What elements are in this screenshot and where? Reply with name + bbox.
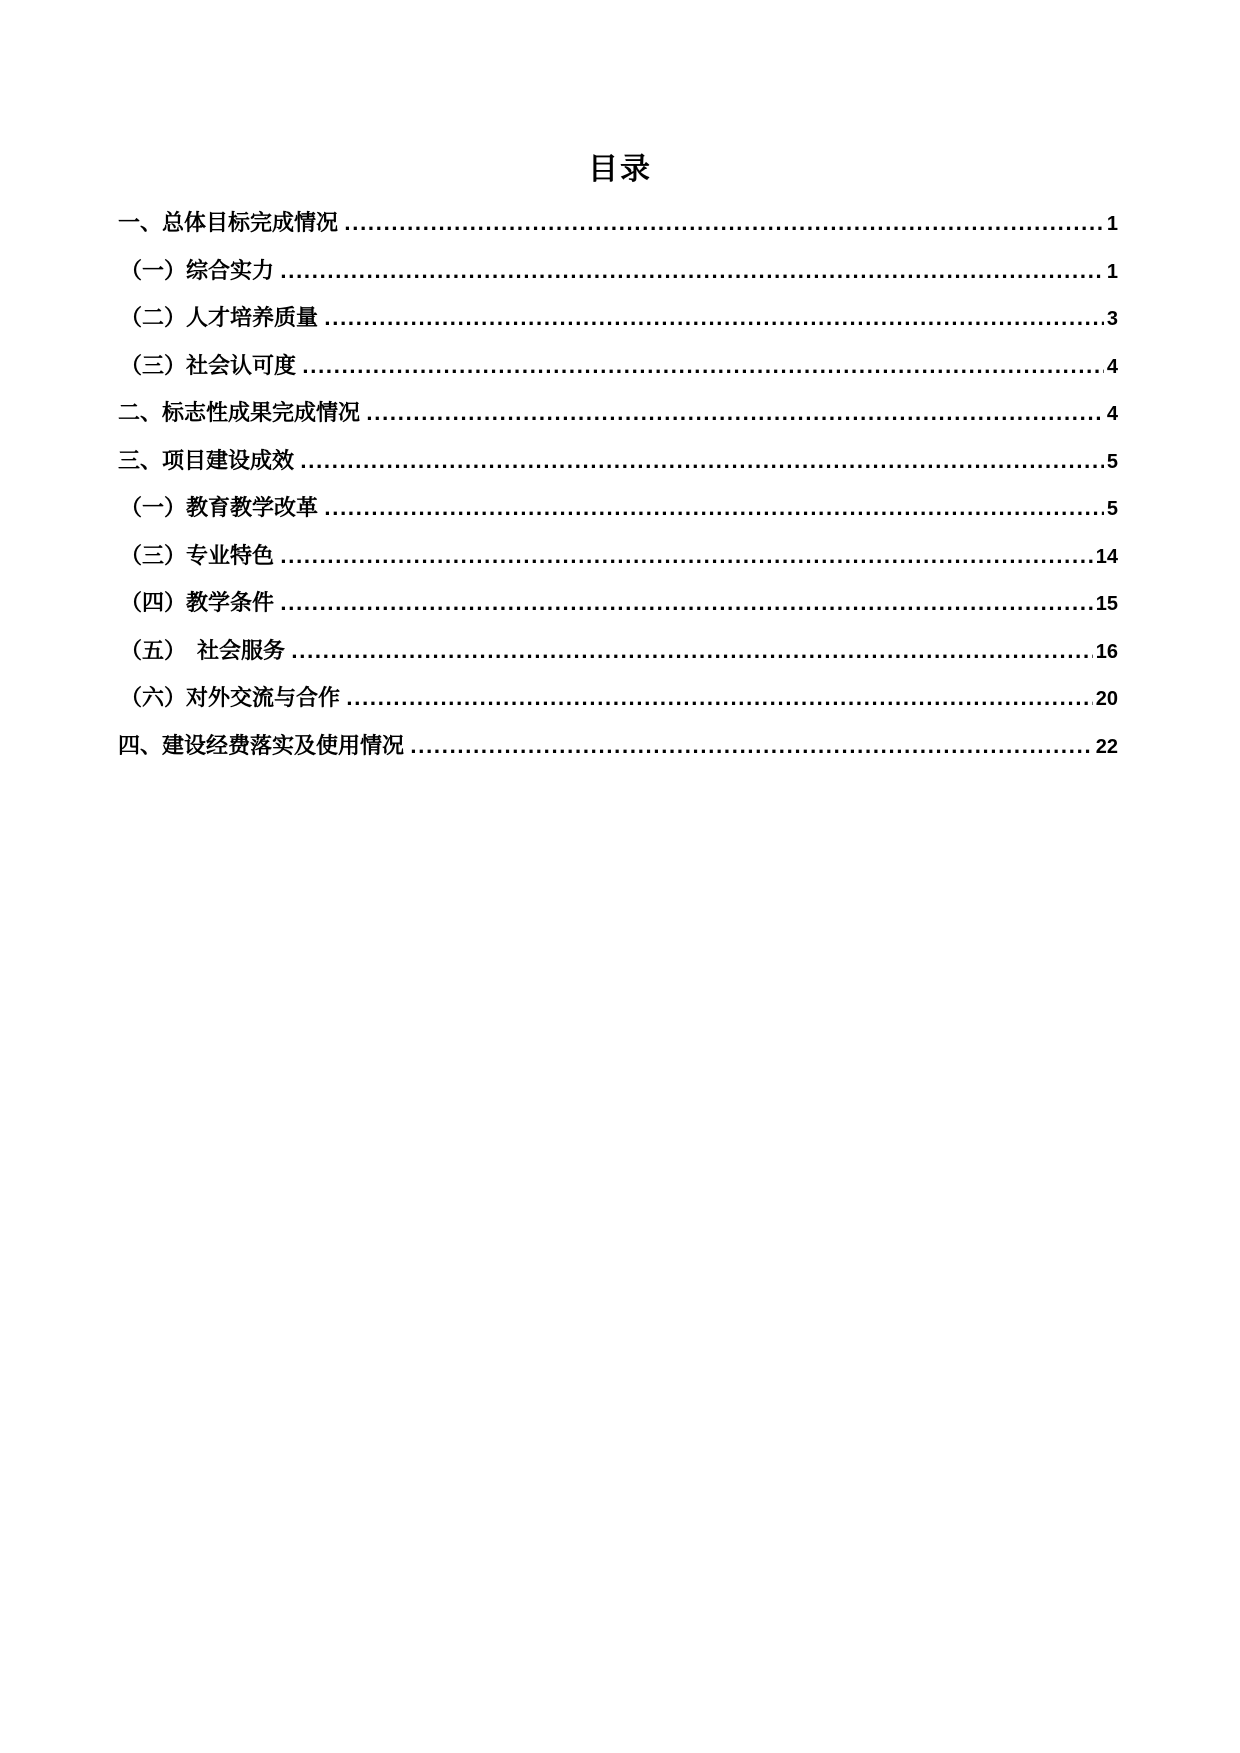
toc-entry-label: 三、项目建设成效	[118, 448, 295, 474]
toc-dot-leader	[324, 494, 1104, 526]
toc-entry[interactable]	[118, 636, 1118, 684]
toc-page-number: 3	[1106, 308, 1118, 330]
toc-dot-leader	[346, 684, 1093, 716]
toc-entry-label: （六）对外交流与合作	[120, 686, 341, 711]
toc-entry-label: （一）综合实力	[120, 258, 275, 284]
toc-page-number: 16	[1095, 640, 1118, 663]
toc-entry-label: （三）专业特色	[120, 543, 275, 569]
toc-dot-leader	[302, 352, 1104, 384]
toc-entry[interactable]	[118, 446, 1118, 494]
toc-dot-leader	[324, 304, 1104, 336]
toc-entry-label: （三）社会认可度	[120, 353, 297, 379]
toc-dot-leader	[280, 589, 1093, 621]
toc-entry-label: （四）教学条件	[120, 591, 275, 616]
toc-entry[interactable]	[118, 351, 1118, 399]
toc-page-number: 4	[1106, 355, 1118, 378]
toc-entry-label: （五） 社会服务	[120, 638, 286, 664]
toc-entry-label: （一）教育教学改革	[120, 496, 319, 521]
toc-entry[interactable]	[118, 731, 1118, 779]
toc-entry[interactable]	[118, 683, 1118, 731]
toc-dot-leader	[300, 447, 1104, 479]
toc-page-number: 20	[1095, 688, 1118, 710]
toc-page-number: 5	[1106, 498, 1118, 520]
toc-page-number: 22	[1095, 735, 1118, 758]
toc-entry-label: （二）人才培养质量	[120, 306, 319, 331]
toc-entry[interactable]	[118, 493, 1118, 541]
toc-dot-leader	[344, 209, 1104, 241]
page-title: 目录	[588, 152, 652, 187]
toc-entry[interactable]	[118, 588, 1118, 636]
toc-entry-label: 四、建设经费落实及使用情况	[118, 733, 405, 759]
toc-entry-label: 二、标志性成果完成情况	[118, 401, 361, 426]
toc-entry[interactable]	[118, 256, 1118, 304]
toc-page-number: 1	[1106, 260, 1118, 283]
toc-page-number: 4	[1106, 403, 1118, 425]
table-of-contents	[118, 208, 1118, 778]
toc-entry[interactable]	[118, 208, 1118, 256]
toc-dot-leader	[291, 637, 1093, 669]
toc-page-number: 1	[1106, 213, 1118, 235]
toc-entry-label: 一、总体目标完成情况	[118, 211, 339, 236]
toc-entry[interactable]	[118, 541, 1118, 589]
toc-entry[interactable]	[118, 303, 1118, 351]
toc-dot-leader	[410, 732, 1093, 764]
toc-page-number: 14	[1095, 545, 1118, 568]
toc-page-number: 5	[1106, 450, 1118, 473]
toc-entry[interactable]	[118, 398, 1118, 446]
toc-page-number: 15	[1095, 593, 1118, 615]
toc-dot-leader	[366, 399, 1104, 431]
toc-dot-leader	[280, 542, 1093, 574]
toc-dot-leader	[280, 257, 1104, 289]
